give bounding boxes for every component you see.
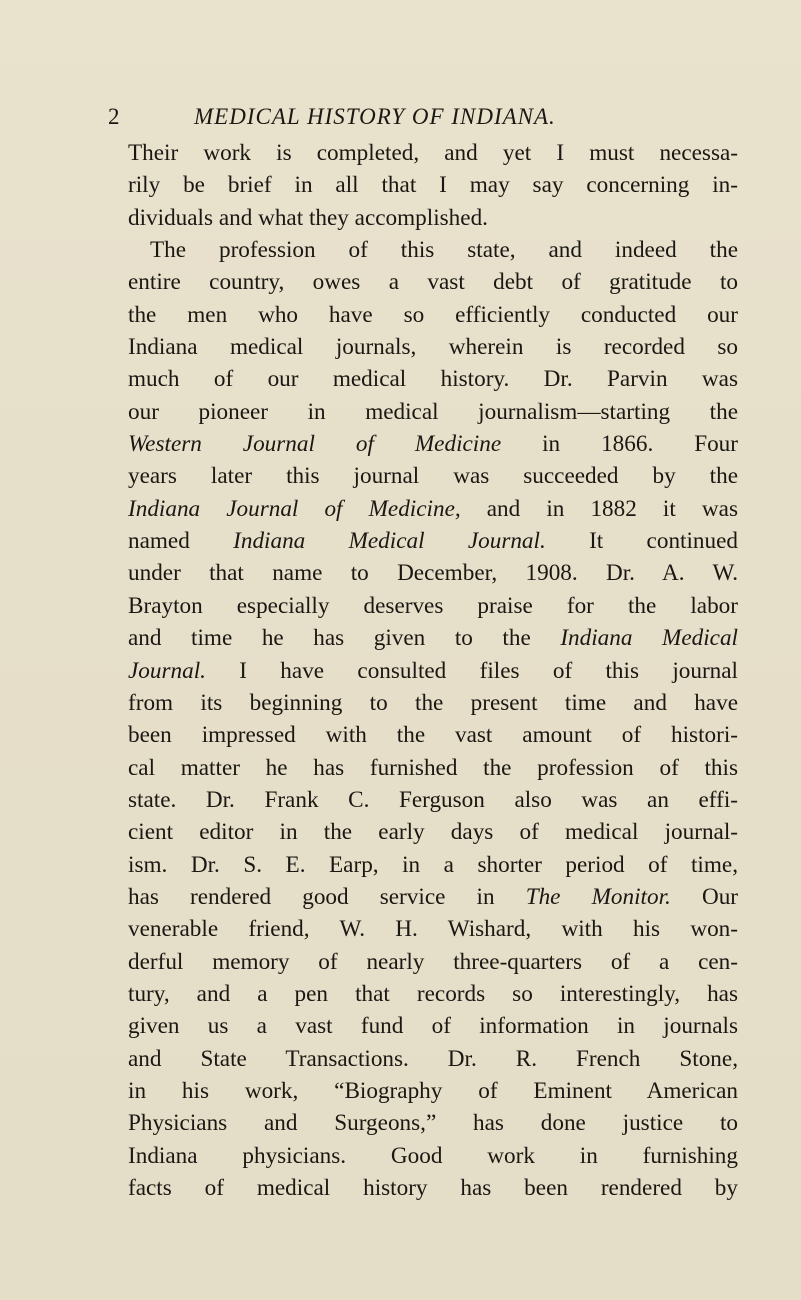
text-line (128, 1075, 738, 1107)
text-line (128, 719, 738, 751)
text-line (128, 169, 738, 201)
text-span: Indiana physicians. Good work in furnishing (128, 1142, 738, 1169)
text-span: been impressed with the vast amount of histori- (128, 722, 738, 749)
text-line (128, 978, 738, 1010)
text-span: our pioneer in medical journalism—starting the (128, 398, 738, 425)
text-line (128, 1010, 738, 1042)
text-line (128, 202, 738, 234)
running-head-title: MEDICAL HISTORY OF INDIANA. (194, 104, 556, 129)
italic-title-span: Indiana Journal of Medicine, (128, 495, 461, 522)
text-line (128, 363, 738, 395)
text-line (128, 752, 738, 784)
text-span: I have consulted files of this journal (205, 657, 738, 684)
text-span: in his work, “Biography of Eminent American (128, 1077, 738, 1104)
text-span: Their work is completed, and yet I must necessa- (128, 140, 738, 166)
page-number: 2 (108, 104, 121, 129)
text-span: dividuals and what they accomplished. (128, 204, 488, 231)
text-line (128, 428, 738, 460)
text-span: under that name to December, 1908. Dr. A. W. (128, 560, 738, 587)
text-span: from its beginning to the present time and have (128, 689, 738, 716)
text-line (128, 137, 738, 169)
text-span: venerable friend, W. H. Wishard, with his won- (128, 916, 738, 943)
body-text (128, 137, 738, 1204)
text-span: It continued (545, 528, 738, 555)
text-line (128, 234, 738, 266)
text-line (128, 590, 738, 622)
text-line (128, 881, 738, 913)
italic-title-span: Indiana Medical Journal. (233, 528, 546, 555)
text-span: years later this journal was succeeded by the (128, 463, 738, 490)
text-span: rily be brief in all that I may say concerning in- (128, 172, 738, 199)
text-span: Brayton especially deserves praise for the labor (128, 592, 738, 619)
text-span: state. Dr. Frank C. Ferguson also was an effi- (128, 786, 738, 813)
text-line (128, 266, 738, 298)
text-line (128, 1172, 738, 1204)
text-span: cient editor in the early days of medical journal- (128, 819, 738, 846)
text-line (128, 816, 738, 848)
text-span: Our (670, 883, 738, 910)
text-line (128, 460, 738, 492)
running-head (108, 104, 728, 134)
text-span: has rendered good service in (128, 883, 526, 910)
text-line (128, 1140, 738, 1172)
text-span: in 1866. Four (501, 431, 738, 458)
text-span: Physicians and Surgeons,” has done justice to (128, 1110, 738, 1137)
text-span: and time he has given to the (128, 625, 561, 652)
text-line (128, 1043, 738, 1075)
text-span: ism. Dr. S. E. Earp, in a shorter period of time, (128, 851, 738, 878)
text-line (128, 525, 738, 557)
text-line (128, 687, 738, 719)
text-span: facts of medical history has been rendered by (128, 1175, 738, 1201)
text-line (128, 655, 738, 687)
text-span: the men who have so efficiently conducted our (128, 301, 738, 328)
text-span: much of our medical history. Dr. Parvin was (128, 366, 738, 393)
italic-title-span: Western Journal of Medicine (128, 431, 502, 458)
text-line (128, 1107, 738, 1139)
text-span: cal matter he has furnished the profession of this (128, 754, 738, 781)
italic-title-span: Indiana Medical (560, 625, 738, 652)
italic-title-span: The Monitor. (525, 883, 671, 910)
text-span: entire country, owes a vast debt of gratitude to (128, 269, 738, 296)
text-span: named (128, 528, 234, 555)
text-span: Indiana medical journals, wherein is recorded so (128, 334, 738, 361)
text-span: tury, and a pen that records so interestingly, has (128, 980, 738, 1007)
italic-title-span: Journal. (128, 657, 206, 684)
text-line (128, 493, 738, 525)
text-line (128, 784, 738, 816)
text-line (128, 557, 738, 589)
text-line (128, 913, 738, 945)
text-line (128, 396, 738, 428)
text-span: and in 1882 it was (460, 495, 738, 522)
text-line (128, 849, 738, 881)
text-line (128, 622, 738, 654)
text-line (128, 331, 738, 363)
text-span: The profession of this state, and indeed the (150, 237, 738, 264)
text-line (128, 299, 738, 331)
text-line (128, 946, 738, 978)
text-span: derful memory of nearly three-quarters of a cen- (128, 948, 738, 975)
text-span: and State Transactions. Dr. R. French Stone, (128, 1045, 738, 1072)
text-span: given us a vast fund of information in journals (128, 1013, 738, 1040)
